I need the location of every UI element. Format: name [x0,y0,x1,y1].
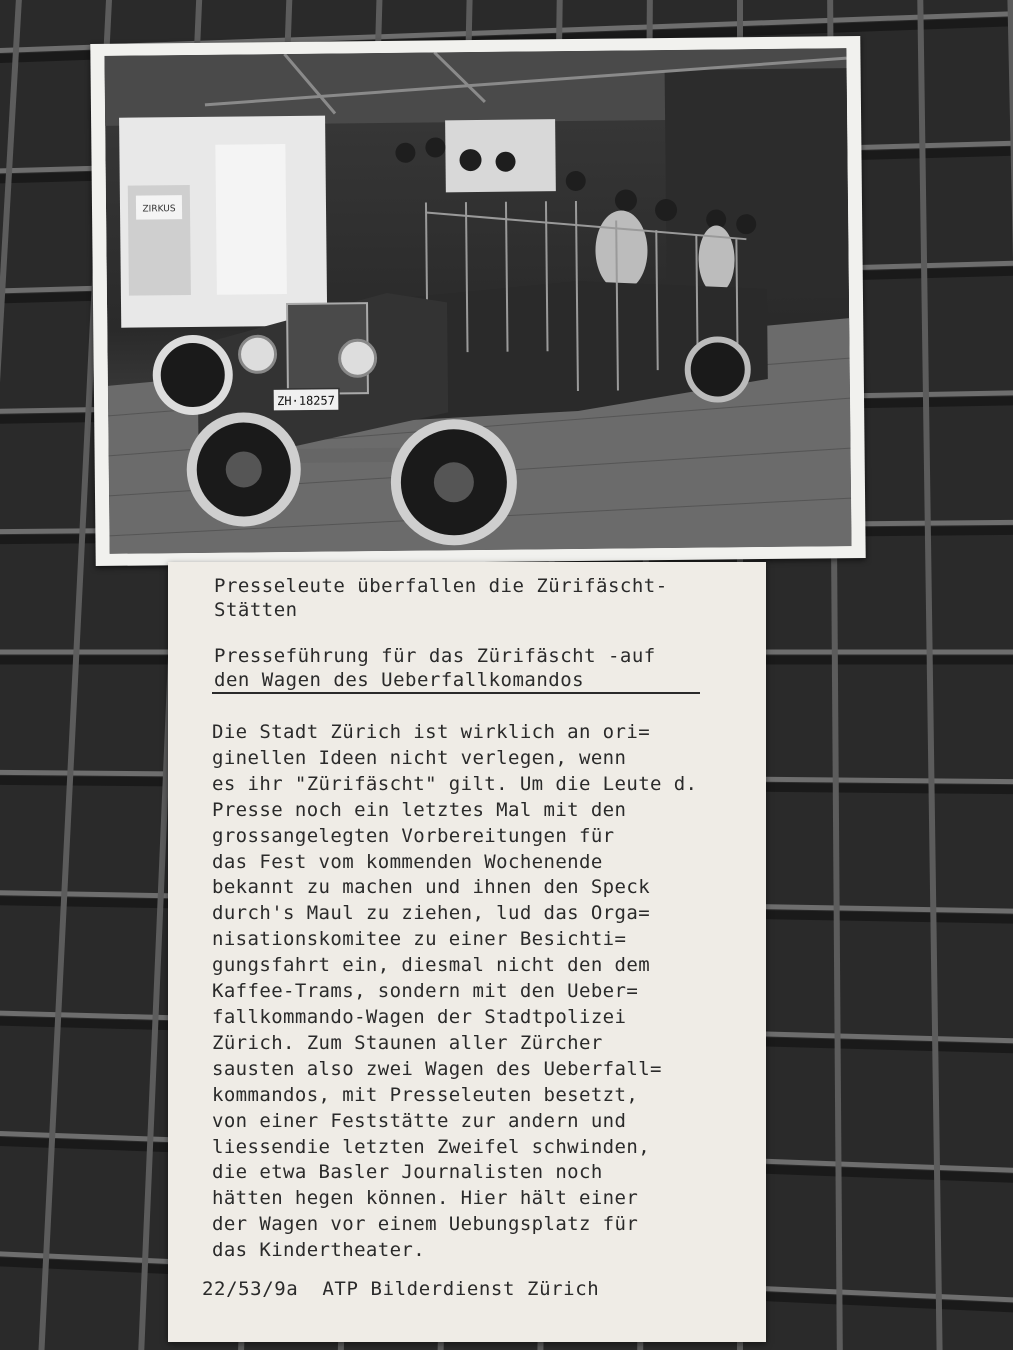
body-line: sausten also zwei Wagen des Ueberfall= [212,1057,662,1080]
body-line: Zürich. Zum Staunen aller Zürcher [212,1031,603,1054]
body-line: hätten hegen können. Hier hält einer [212,1187,639,1210]
body-line: das Fest vom kommenden Wochenende [212,850,603,873]
typed-caption-sheet [168,562,766,1342]
body-line: fallkommando-Wagen der Stadtpolizei [212,1005,627,1028]
body-line: es ihr "Zürifäscht" gilt. Um die Leute d. [212,772,698,795]
body-line: nisationskomitee zu einer Besichti= [212,928,627,951]
body-line: das Kindertheater. [212,1239,426,1262]
body-line: der Wagen vor einem Uebungsplatz für [212,1213,639,1236]
body-line: von einer Feststätte zur andern und [212,1109,627,1132]
subheadline-line-1: Presseführung für das Zürifäscht -auf [214,645,656,667]
body-line: Die Stadt Zürich ist wirklich an ori= [212,721,651,743]
subheadline-line-2: den Wagen des Ueberfallkomandos [214,669,585,691]
body-line: grossangelegten Vorbereitungen für [212,824,615,847]
headline-line-2: Stätten [214,599,298,621]
body-line: Presse noch ein letztes Mal mit den [212,798,627,821]
caption-body [212,720,752,1264]
headline-line-1: Presseleute überfallen die Zürifäscht- [214,575,668,597]
body-line: ginellen Ideen nicht verlegen, wenn [212,746,627,769]
body-line: bekannt zu machen und ihnen den Speck [212,876,651,899]
body-line: Kaffee-Trams, sondern mit den Ueber= [212,980,639,1003]
vintage-photograph [90,36,865,566]
license-plate: ZH·18257 [277,393,336,409]
photo-credit-line: 22/53/9a ATP Bilderdienst Zürich [202,1278,600,1300]
body-line: durch's Maul zu ziehen, lud das Orga= [212,902,651,925]
body-line: gungsfahrt ein, diesmal nicht den dem [212,954,651,977]
body-line: liessendie letzten Zweifel schwinden, [212,1135,651,1158]
body-line: kommandos, mit Presseleuten besetzt, [212,1083,639,1106]
circus-sign: ZIRKUS [142,204,176,215]
subheadline-underline [212,692,700,694]
photo-image-police-truck [104,48,851,554]
body-line: die etwa Basler Journalisten noch [212,1161,603,1184]
